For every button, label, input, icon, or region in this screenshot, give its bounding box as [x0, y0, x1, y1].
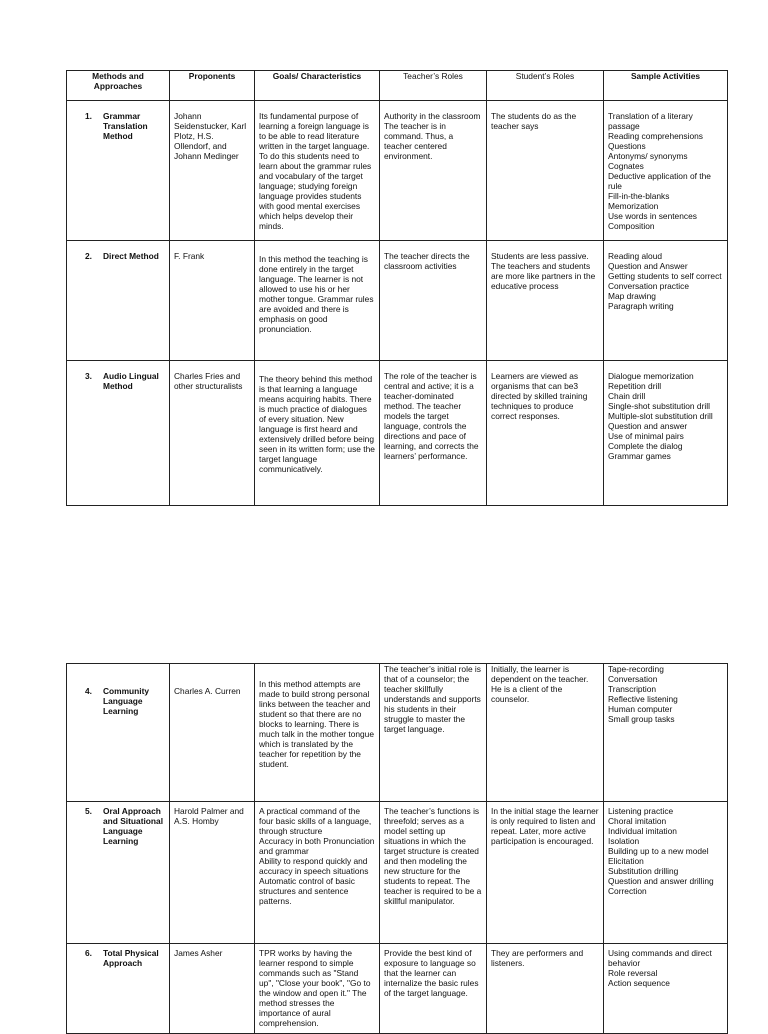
activity-item: Dialogue memorization: [608, 371, 694, 381]
method-number: 2.: [85, 251, 92, 261]
activity-item: Use of minimal pairs: [608, 431, 684, 441]
teacher-roles-cell: [380, 241, 487, 361]
activity-item: Elicitation: [608, 856, 644, 866]
activity-item: Using commands and direct behavior: [608, 948, 712, 968]
method-number: 1.: [85, 111, 92, 121]
proponents-cell: [170, 664, 255, 802]
method-name: Oral Approach and Situational Language Learning: [103, 806, 164, 846]
activity-item: Reading comprehensions: [608, 131, 703, 141]
proponents-text: Charles A. Curren: [174, 686, 241, 696]
goals-cell: [255, 241, 380, 361]
table-row: [67, 664, 728, 802]
student-roles-cell: [487, 802, 604, 944]
student-roles-text: Learners are viewed as organisms that can be3 directed by skilled training techniques to produce correct responses.: [491, 371, 588, 421]
methods-table-page-1: [66, 70, 728, 506]
goals-cell: [255, 664, 380, 802]
proponents-text: Harold Palmer and A.S. Homby: [174, 806, 244, 826]
activities-list: [604, 804, 727, 898]
activities-list: [604, 109, 727, 233]
method-cell: [67, 361, 170, 506]
activity-item: Grammar games: [608, 451, 671, 461]
activity-item: Map drawing: [608, 291, 656, 301]
activity-item: Questions: [608, 141, 646, 151]
method-number: 3.: [85, 371, 92, 381]
activities-cell: [604, 802, 728, 944]
proponents-text: Johann Seidenstucker, Karl Plotz, H.S. Ollendorf, and Johann Medinger: [174, 111, 247, 161]
activity-item: Transcription: [608, 684, 657, 694]
header-teacher-roles: [380, 71, 487, 101]
header-student-roles-label: Student’s Roles: [515, 71, 575, 81]
method-number: 4.: [85, 686, 92, 696]
activity-item: Role reversal: [608, 968, 658, 978]
teacher-roles-text: The teacher’s functions is threefold; serves as a model setting up situations in which the target structure is created and then modeling the new structure for the students to repeat. The teacher is required to be a skillful manipulator.: [384, 806, 482, 906]
activity-item: Question and answer drilling: [608, 876, 714, 886]
method-name: Community Language Learning: [103, 686, 150, 716]
activities-list: [604, 946, 727, 990]
teacher-roles-cell: [380, 361, 487, 506]
header-methods: Methods and Approaches: [67, 71, 170, 101]
teacher-roles-text: Authority in the classroom The teacher is in command. Thus, a teacher centered environment.: [384, 111, 481, 161]
activity-item: Reflective listening: [608, 694, 678, 704]
method-number: 6.: [85, 948, 92, 958]
goals-text: TPR works by having the learner respond to simple commands such as "Stand up", "Close your book", "Go to the window and open it." The method stresses the importance of aural comprehension.: [259, 948, 371, 1028]
teacher-roles-text: The teacher directs the classroom activities: [384, 251, 470, 271]
activity-item: Deductive application of the rule: [608, 171, 711, 191]
proponents-cell: [170, 361, 255, 506]
table-row: [67, 101, 728, 241]
activities-list: [604, 664, 727, 726]
student-roles-text: The students do as the teacher says: [491, 111, 577, 131]
goals-cell: [255, 944, 380, 1034]
activity-item: Use words in sentences: [608, 211, 697, 221]
activity-item: Question and answer: [608, 421, 688, 431]
activity-item: Chain drill: [608, 391, 646, 401]
teacher-roles-text: Provide the best kind of exposure to language so that the learner can internalize the basic rules of the target language.: [384, 948, 479, 998]
goals-text: The theory behind this method is that learning a language means acquiring habits. There is much practice of dialogues of every situation. New language is first heard and extensively drilled before being seen in its written form; use the target language communicatively.: [259, 374, 375, 474]
activity-item: Correction: [608, 886, 647, 896]
activity-item: Substitution drilling: [608, 866, 679, 876]
activity-item: Conversation practice: [608, 281, 689, 291]
student-roles-cell: [487, 101, 604, 241]
activities-cell: [604, 241, 728, 361]
method-number: 5.: [85, 806, 92, 816]
table-row: [67, 361, 728, 506]
method-name: Direct Method: [103, 251, 159, 261]
activity-item: Cognates: [608, 161, 644, 171]
teacher-roles-cell: [380, 944, 487, 1034]
student-roles-text: They are performers and listeners.: [491, 948, 584, 968]
activity-item: Small group tasks: [608, 714, 675, 724]
method-name: Grammar Translation Method: [103, 111, 148, 141]
activity-item: Individual imitation: [608, 826, 677, 836]
student-roles-text: Students are less passive. The teachers and students are more like partners in the educative process: [491, 251, 596, 291]
header-goals: Goals/ Characteristics: [255, 71, 380, 101]
method-cell: [67, 664, 170, 802]
goals-text: In this method the teaching is done entirely in the target language. The learner is not allowed to use his or her mother tongue. Grammar rules are avoided and there is emphasis on good pronunciation.: [259, 254, 374, 334]
activity-item: Action sequence: [608, 978, 670, 988]
student-roles-cell: [487, 664, 604, 802]
activity-item: Building up to a new model: [608, 846, 709, 856]
proponents-cell: [170, 241, 255, 361]
activity-item: Conversation: [608, 674, 658, 684]
proponents-text: F. Frank: [174, 251, 205, 261]
student-roles-text: In the initial stage the learner is only required to listen and repeat. Later, more active participation is encouraged.: [491, 806, 599, 846]
goals-text: Its fundamental purpose of learning a foreign language is to be able to read literature written in the target language. To do this students need to learn about the grammar rules and vocabulary of the target language; studying foreign language provides students with good mental exercises which helps develop their minds.: [259, 111, 372, 231]
proponents-text: James Asher: [174, 948, 223, 958]
activity-item: Tape-recording: [608, 664, 664, 674]
proponents-cell: [170, 802, 255, 944]
table-header-row: [67, 71, 728, 101]
goals-cell: [255, 361, 380, 506]
activities-list: [604, 249, 727, 313]
activity-item: Antonyms/ synonyms: [608, 151, 688, 161]
student-roles-cell: [487, 944, 604, 1034]
student-roles-cell: [487, 361, 604, 506]
header-teacher-roles-label: Teacher’s Roles: [403, 71, 463, 81]
teacher-roles-cell: [380, 664, 487, 802]
activities-cell: [604, 664, 728, 802]
table-row: [67, 802, 728, 944]
activity-item: Single-shot substitution drill: [608, 401, 710, 411]
teacher-roles-text: The role of the teacher is central and active; it is a teacher-dominated method. The teacher models the target language, controls the directions and pace of learning, and corrects the learners’ performance.: [384, 371, 479, 461]
activities-cell: [604, 944, 728, 1034]
activity-item: Reading aloud: [608, 251, 663, 261]
goals-cell: [255, 802, 380, 944]
methods-table-page-2: [66, 663, 728, 1034]
activity-item: Multiple-slot substitution drill: [608, 411, 713, 421]
method-cell: [67, 241, 170, 361]
proponents-cell: [170, 944, 255, 1034]
activity-item: Listening practice: [608, 806, 674, 816]
activities-cell: [604, 361, 728, 506]
header-student-roles: [487, 71, 604, 101]
activity-item: Paragraph writing: [608, 301, 674, 311]
activity-item: Getting students to self correct: [608, 271, 722, 281]
proponents-cell: [170, 101, 255, 241]
student-roles-text: Initially, the learner is dependent on the teacher. He is a client of the counselor.: [491, 664, 589, 704]
teacher-roles-cell: [380, 101, 487, 241]
student-roles-cell: [487, 241, 604, 361]
activity-item: Choral imitation: [608, 816, 667, 826]
table-row: [67, 944, 728, 1034]
activity-item: Complete the dialog: [608, 441, 683, 451]
goals-text: A practical command of the four basic skills of a language, through structure Accuracy in both Pronunciation and grammar Ability to respond quickly and accuracy in speech situations Automatic control of basic structures and sentence patterns.: [259, 806, 375, 906]
goals-text: In this method attempts are made to build strong personal links between the teacher and student so that there are no blocks to learning. There is much talk in the mother tongue which is translated by the teacher for repetition by the student.: [259, 679, 374, 769]
method-cell: [67, 802, 170, 944]
teacher-roles-cell: [380, 802, 487, 944]
goals-cell: [255, 101, 380, 241]
activity-item: Human computer: [608, 704, 673, 714]
activity-item: Repetition drill: [608, 381, 662, 391]
method-name: Audio Lingual Method: [103, 371, 159, 391]
activity-item: Isolation: [608, 836, 640, 846]
method-cell: [67, 944, 170, 1034]
table-row: [67, 241, 728, 361]
header-proponents: Proponents: [170, 71, 255, 101]
teacher-roles-text: The teacher’s initial role is that of a counselor; the teacher skillfully understands and supports his students in their struggle to master the target language.: [384, 664, 481, 734]
activities-cell: [604, 101, 728, 241]
header-activities: Sample Activities: [604, 71, 728, 101]
activities-list: [604, 369, 727, 463]
activity-item: Fill-in-the-blanks: [608, 191, 670, 201]
method-name: Total Physical Approach: [103, 948, 159, 968]
activity-item: Memorization: [608, 201, 659, 211]
method-cell: [67, 101, 170, 241]
proponents-text: Charles Fries and other structuralists: [174, 371, 243, 391]
activity-item: Composition: [608, 221, 655, 231]
activity-item: Question and Answer: [608, 261, 688, 271]
activity-item: Translation of a literary passage: [608, 111, 693, 131]
